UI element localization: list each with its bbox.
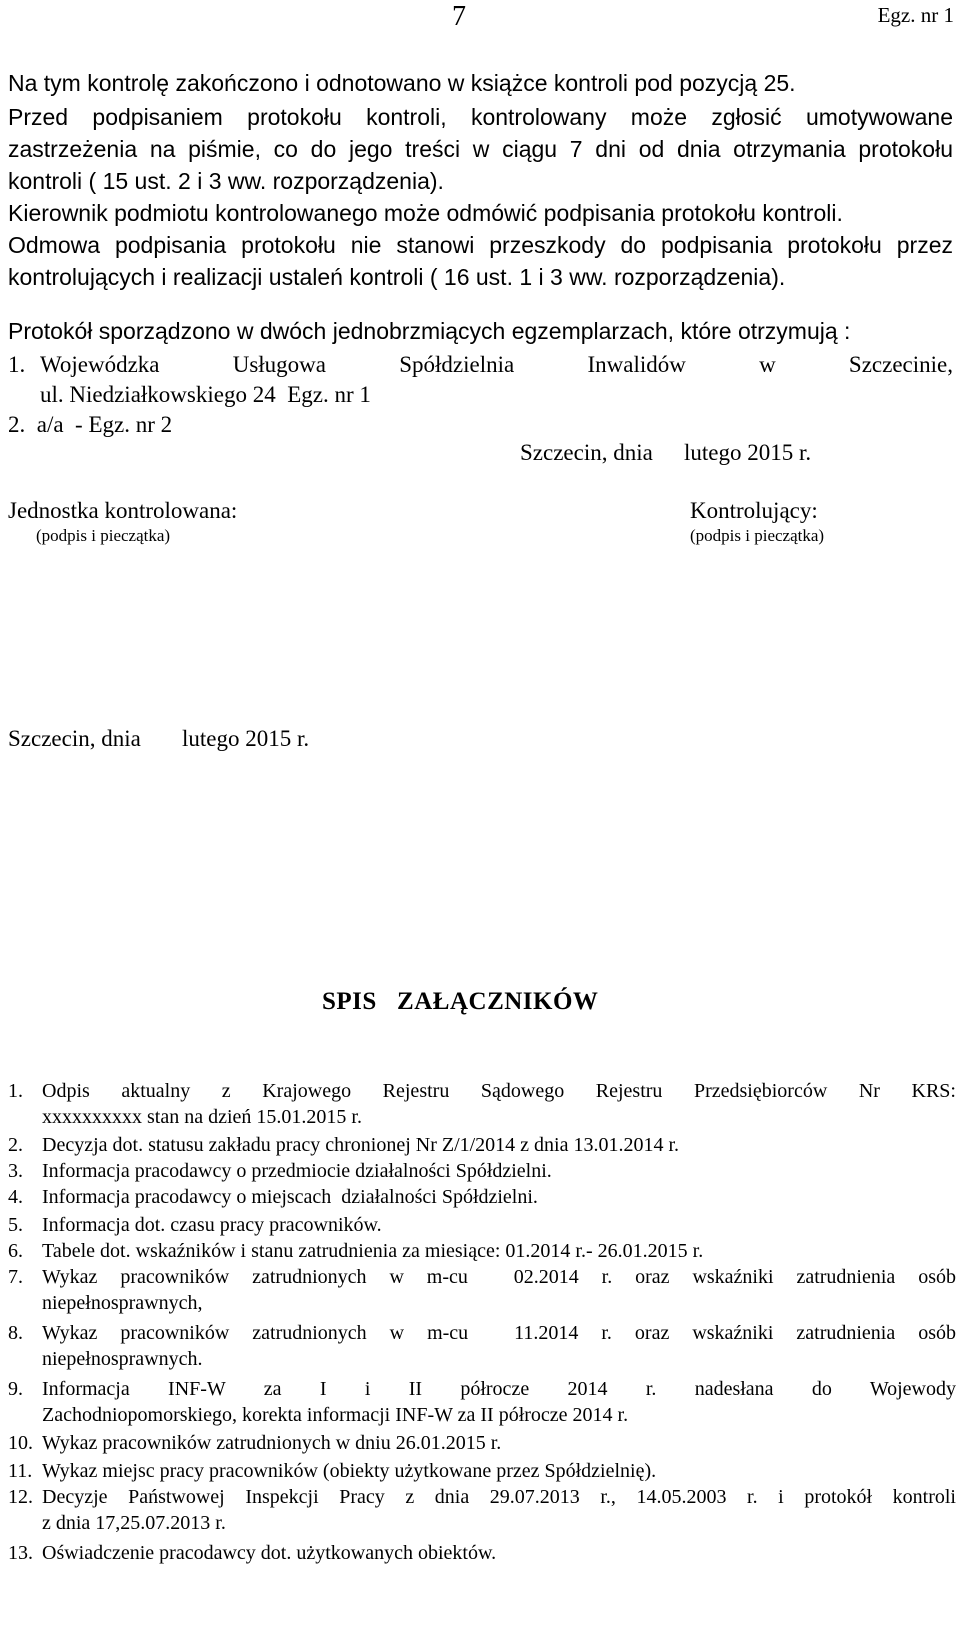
attachment-text-line1: Decyzje Państwowej Inspekcji Pracy z dnia 29.07.2013 r., 14.05.2003 r. i protokół kontroli [42,1486,956,1508]
attachment-number: 10. [8,1432,33,1454]
attachment-text-line1: Informacja INF-W za I i II półrocze 2014 r. nadesłana do Wojewody [42,1378,956,1400]
copy-item-2: 2. a/a - Egz. nr 2 [8,412,173,437]
attachment-item [8,1320,956,1372]
copy-item-1-line1: Wojewódzka Usługowa Spółdzielnia Inwalidów w Szczecinie, [40,352,953,377]
attachment-item [8,1484,956,1536]
attachment-item [8,1540,956,1566]
date-month-1: lutego 2015 r. [684,440,812,465]
attachment-number: 6. [8,1240,23,1262]
attachment-item [8,1158,956,1184]
attachment-number: 8. [8,1322,23,1344]
date-month-2: lutego 2015 r. [182,726,310,751]
paragraph-objections-line3: kontroli ( 15 ust. 2 i 3 ww. rozporządzenia). [8,168,444,194]
attachment-text-line1: Wykaz miejsc pracy pracowników (obiekty użytkowane przez Spółdzielnię). [42,1460,657,1482]
paragraph-refusal-effect-line1: Odmowa podpisania protokołu nie stanowi przeszkody do podpisania protokołu przez [8,232,953,258]
copy-item-1-number: 1. [8,352,26,377]
paragraph-objections-line2: zastrzeżenia na piśmie, co do jego treści w ciągu 7 dni od dnia otrzymania protokołu [8,136,953,162]
attachment-text-line1: Wykaz pracowników zatrudnionych w m-cu 11.2014 r. oraz wskaźniki zatrudnienia osób [42,1322,956,1344]
paragraph-refusal-effect-line2: kontrolujących i realizacji ustaleń kontroli ( 16 ust. 1 i 3 ww. rozporządzenia). [8,264,786,290]
paragraph-objections-line1: Przed podpisaniem protokołu kontroli, kontrolowany może zgłosić umotywowane [8,104,953,130]
attachment-text-line1: Wykaz pracowników zatrudnionych w dniu 26.01.2015 r. [42,1432,502,1454]
attachment-number: 12. [8,1486,33,1508]
date-city-2: Szczecin, dnia [8,726,141,751]
attachment-number: 11. [8,1460,33,1482]
attachment-text-line1: Odpis aktualny z Krajowego Rejestru Sądowego Rejestru Przedsiębiorców Nr KRS: [42,1080,956,1102]
copy-label: Egz. nr 1 [877,3,954,27]
paragraph-refusal: Kierownik podmiotu kontrolowanego może odmówić podpisania protokołu kontroli. [8,200,843,226]
attachment-text-line2: xxxxxxxxxx stan na dzień 15.01.2015 r. [42,1106,362,1128]
date-city-1: Szczecin, dnia [520,440,653,465]
attachment-item [8,1212,956,1238]
signature-right-title: Kontrolujący: [690,498,818,523]
attachment-item [8,1458,956,1484]
attachment-number: 7. [8,1266,23,1288]
attachment-text-line1: Informacja dot. czasu pracy pracowników. [42,1214,382,1236]
paragraph-copies: Protokół sporządzono w dwóch jednobrzmiących egzemplarzach, które otrzymują : [8,318,851,344]
signature-left-title: Jednostka kontrolowana: [8,498,238,523]
attachment-text-line1: Tabele dot. wskaźników i stanu zatrudnienia za miesiące: 01.2014 r.- 26.01.2015 r. [42,1240,704,1262]
attachment-text-line1: Oświadczenie pracodawcy dot. użytkowanych obiektów. [42,1542,497,1564]
attachments-title: SPIS ZAŁĄCZNIKÓW [322,988,599,1015]
attachment-text-line1: Wykaz pracowników zatrudnionych w m-cu 02.2014 r. oraz wskaźniki zatrudnienia osób [42,1266,956,1288]
paragraph-closing: Na tym kontrolę zakończono i odnotowano w książce kontroli pod pozycją 25. [8,70,796,96]
attachment-number: 9. [8,1378,23,1400]
attachment-item [8,1430,956,1456]
signature-right-note: (podpis i pieczątka) [690,526,825,545]
attachment-text-line1: Decyzja dot. statusu zakładu pracy chronionej Nr Z/1/2014 z dnia 13.01.2014 r. [42,1134,680,1156]
attachment-item [8,1184,956,1210]
attachment-item [8,1238,956,1264]
attachment-number: 5. [8,1214,23,1236]
attachment-text-line2: niepełnosprawnych, [42,1292,203,1314]
attachment-number: 1. [8,1080,23,1102]
attachment-item [8,1078,956,1130]
attachment-number: 2. [8,1134,23,1156]
signature-left-note: (podpis i pieczątka) [36,526,171,545]
attachment-item [8,1264,956,1316]
page-number: 7 [452,1,466,32]
attachment-number: 4. [8,1186,23,1208]
attachment-text-line2: Zachodniopomorskiego, korekta informacji INF-W za II półrocze 2014 r. [42,1404,629,1426]
attachment-item [8,1132,956,1158]
attachment-text-line1: Informacja pracodawcy o przedmiocie działalności Spółdzielni. [42,1160,552,1182]
attachment-text-line1: Informacja pracodawcy o miejscach działalności Spółdzielni. [42,1186,538,1208]
attachment-number: 3. [8,1160,23,1182]
attachment-text-line2: niepełnosprawnych. [42,1348,203,1370]
attachment-text-line2: z dnia 17,25.07.2013 r. [42,1512,226,1534]
copy-item-1-line2: ul. Niedziałkowskiego 24 Egz. nr 1 [40,382,371,407]
attachment-number: 13. [8,1542,33,1564]
attachment-item [8,1376,956,1428]
